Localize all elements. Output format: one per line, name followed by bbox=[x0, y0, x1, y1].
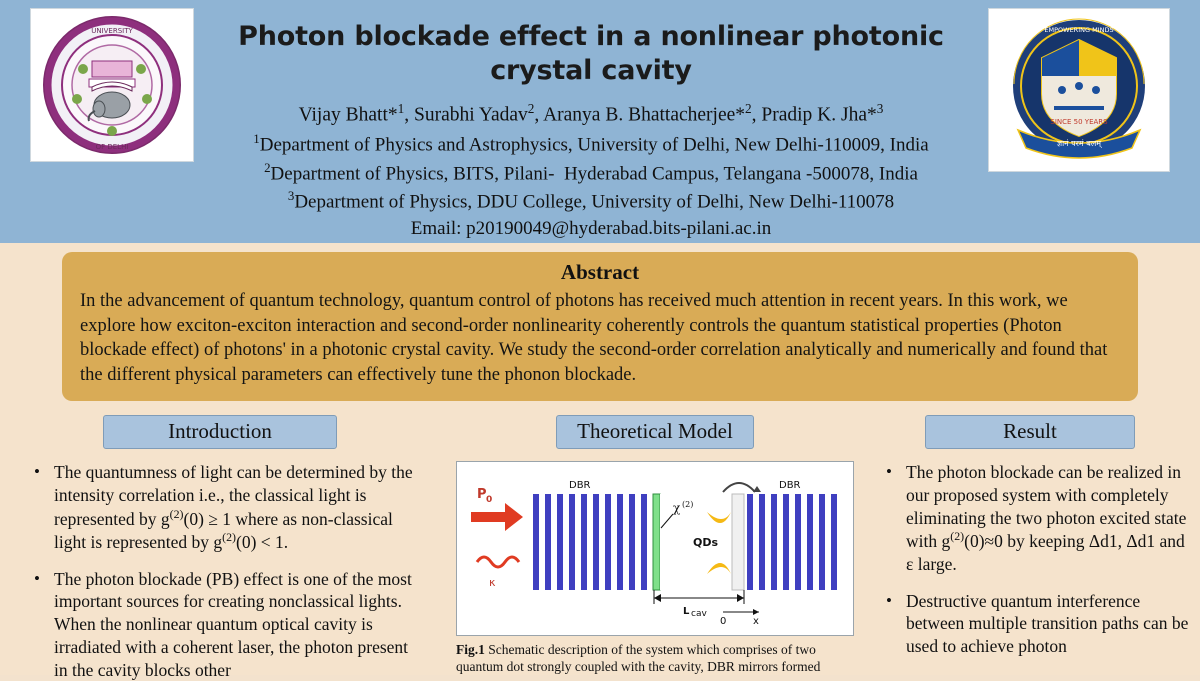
figure-label: Fig.1 bbox=[456, 642, 485, 657]
section-heading-introduction: Introduction bbox=[103, 415, 337, 449]
institute-crest-icon bbox=[994, 14, 1164, 166]
svg-text:DBR: DBR bbox=[779, 480, 801, 491]
bits-pilani-logo bbox=[988, 8, 1170, 172]
figure-caption-text: Schematic description of the system which comprises of two quantum dot strongly coupled with the cavity, DBR mirrors formed bbox=[456, 642, 821, 674]
column-theoretical-model bbox=[440, 415, 870, 675]
svg-text:χ: χ bbox=[673, 501, 681, 515]
list-item: • The photon blockade can be realized in our proposed system with completely eliminating the two photon excited state with $g^{(2)}(0)\approx 0$ by keeping Δd1, Δd1 and ε large. bbox=[892, 461, 1190, 576]
figure-1-image bbox=[456, 461, 854, 636]
svg-text:UNIVERSITY: UNIVERSITY bbox=[91, 27, 133, 35]
svg-text:0: 0 bbox=[486, 495, 493, 505]
svg-text:0: 0 bbox=[720, 616, 727, 626]
header-text-block bbox=[194, 0, 988, 243]
university-of-delhi-logo bbox=[30, 8, 194, 162]
svg-text:SINCE 50 YEARS: SINCE 50 YEARS bbox=[1050, 118, 1108, 126]
svg-text:QDs: QDs bbox=[693, 536, 719, 549]
author-list: Vijay Bhatt*$^1$, Surabhi Yadav$^2$, Aranya B. Bhattacherjee*$^2$, Pradip K. Jha*$^3$ bbox=[298, 100, 884, 125]
svg-text:L: L bbox=[683, 606, 690, 617]
abstract-heading: Abstract bbox=[560, 260, 640, 284]
svg-text:(2): (2) bbox=[682, 500, 694, 509]
cavity-schematic-icon bbox=[461, 466, 849, 626]
column-introduction bbox=[0, 415, 440, 680]
list-item: • The quantumness of light can be determined by the intensity correlation i.e., the classical light is represented by $g^{(2)}(0) \ge 1$ where as non-classical light is represented by $g^{(2)}(0) < 1$. bbox=[40, 461, 422, 554]
poster-header bbox=[0, 0, 1200, 243]
result-bullet-list bbox=[870, 461, 1190, 658]
list-item: • Destructive quantum interference between multiple transition paths can be used to achieve photon bbox=[892, 590, 1190, 658]
section-heading-theoretical-model: Theoretical Model bbox=[556, 415, 754, 449]
list-item: • The photon blockade (PB) effect is one of the most important sources for creating nonclassical lights. When the nonlinear quantum optical cavity is irradiated with a coherent laser, the photon present in the cavity blocks other bbox=[40, 568, 422, 681]
abstract-text: In the advancement of quantum technology, quantum control of photons has received much attention in recent years. In this work, we explore how exciton-exciton interaction and second-order nonlinearity coherently controls the quantum statistical properties (Photon blockade effect) of photons' in a photonic crystal cavity. We study the second-order correlation analytically and numerically and found that the different physical parameters can effectively tune the phonon blockade. bbox=[80, 291, 1108, 385]
svg-text:x: x bbox=[753, 616, 759, 626]
column-result bbox=[870, 415, 1200, 675]
poster-columns bbox=[0, 415, 1200, 680]
affiliation-1: $^1$Department of Physics and Astrophysics, University of Delhi, New Delhi-110009, India bbox=[253, 131, 929, 156]
svg-text:cav: cav bbox=[691, 609, 707, 619]
university-seal-icon bbox=[37, 13, 187, 157]
figure-1-caption bbox=[456, 642, 854, 676]
affiliation-3: $^3$Department of Physics, DDU College, University of Delhi, New Delhi-110078 bbox=[287, 188, 895, 213]
introduction-bullet-list bbox=[18, 461, 422, 681]
page-title: Photon blockade effect in a nonlinear photonic crystal cavity bbox=[238, 21, 944, 86]
section-heading-result: Result bbox=[925, 415, 1135, 449]
svg-text:κ: κ bbox=[489, 576, 496, 589]
svg-text:EMPOWERING MINDS: EMPOWERING MINDS bbox=[1044, 26, 1114, 34]
svg-text:P: P bbox=[477, 487, 487, 502]
affiliation-2: $^2$Department of Physics, BITS, Pilani- Hyderabad Campus, Telangana -500078, India bbox=[264, 159, 918, 185]
svg-text:ज्ञानं परमं बलम्: ज्ञानं परमं बलम् bbox=[1056, 139, 1102, 148]
svg-text:DBR: DBR bbox=[569, 480, 591, 491]
svg-text:OF DELHI: OF DELHI bbox=[95, 143, 129, 151]
abstract-section bbox=[62, 252, 1138, 401]
contact-email: Email: p20190049@hyderabad.bits-pilani.ac.in bbox=[410, 217, 772, 239]
